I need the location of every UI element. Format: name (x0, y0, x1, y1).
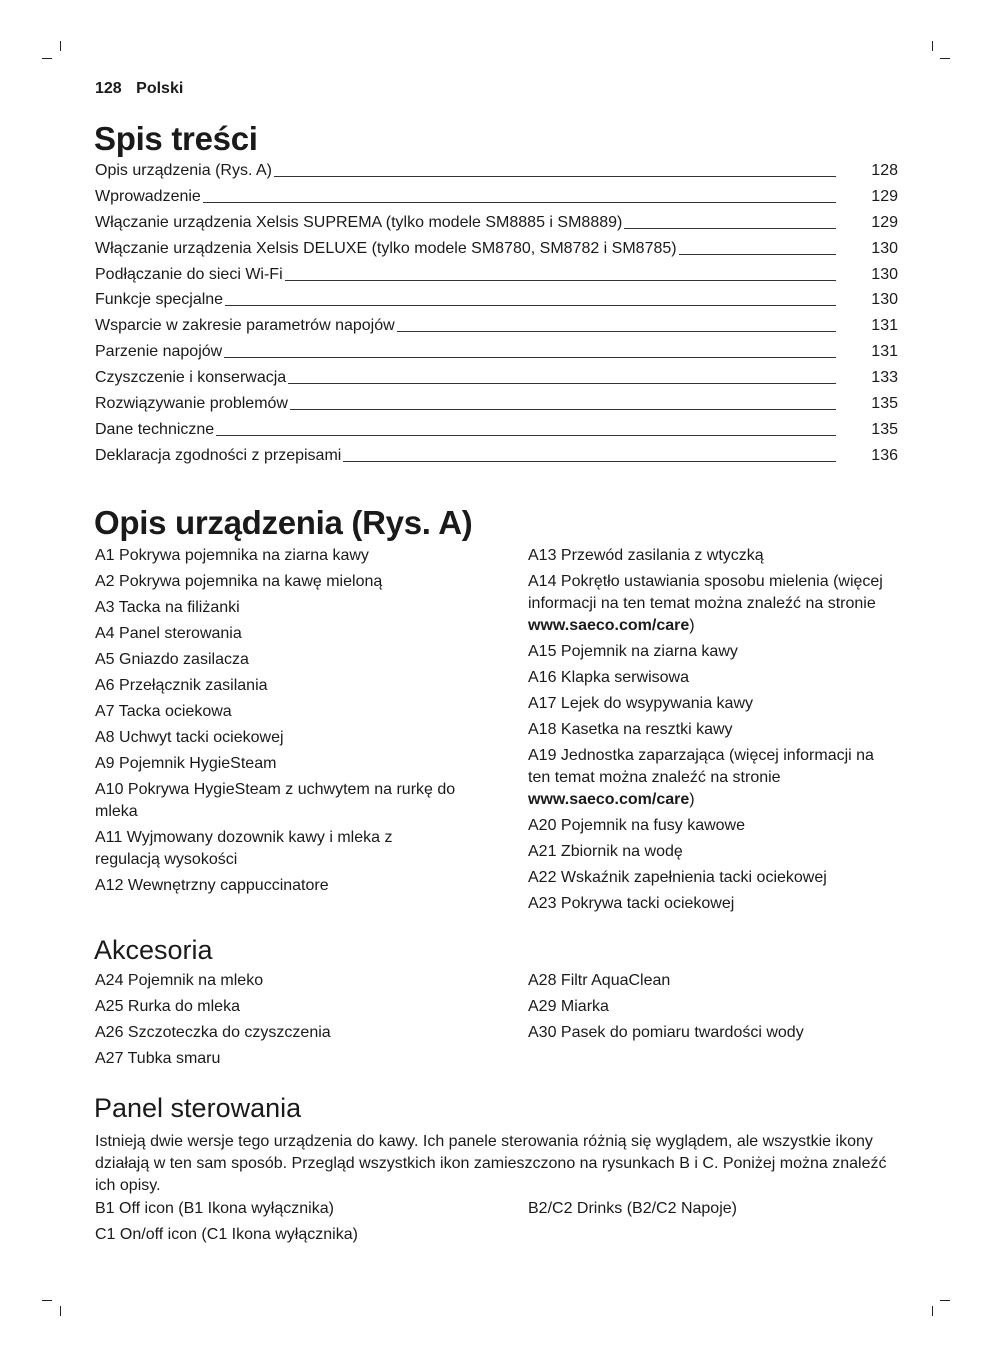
toc-entry[interactable] (95, 421, 898, 447)
toc-entry-label: Opis urządzenia (Rys. A) (95, 162, 272, 179)
device-section-title: Opis urządzenia (Rys. A) (94, 504, 473, 541)
list-item: B2/C2 Drinks (B2/C2 Napoje) (528, 1200, 737, 1217)
language-label: Polski (136, 80, 184, 97)
list-item: A25 Rurka do mleka (95, 998, 240, 1015)
list-item: A1 Pokrywa pojemnika na ziarna kawy (95, 547, 369, 564)
toc-leader (203, 188, 836, 203)
list-item: A10 Pokrywa HygieSteam z uchwytem na rurkę do mleka (95, 781, 456, 820)
list-item: A5 Gniazdo zasilacza (95, 651, 249, 668)
list-item: A27 Tubka smaru (95, 1050, 221, 1067)
toc-entry-page: 130 (871, 239, 898, 257)
toc-entry-label: Deklaracja zgodności z przepisami (95, 446, 342, 464)
toc-entry-page: 130 (871, 265, 898, 283)
toc-entry[interactable] (95, 162, 898, 188)
list-item: A13 Przewód zasilania z wtyczką (528, 547, 764, 564)
icons-right (528, 1198, 918, 1224)
toc-entry-page: 129 (871, 187, 898, 205)
toc-leader (290, 395, 836, 410)
toc-entry-page: 131 (871, 343, 898, 361)
toc-entry[interactable] (95, 395, 898, 421)
crop-mark (940, 58, 950, 59)
toc-leader (216, 421, 836, 436)
list-item: A8 Uchwyt tacki ociekowej (95, 729, 284, 746)
accessories-left (95, 970, 485, 1074)
list-item: A21 Zbiornik na wodę (528, 843, 683, 860)
list-item: A29 Miarka (528, 998, 609, 1015)
toc-entry[interactable] (95, 214, 898, 240)
list-item: A28 Filtr AquaClean (528, 972, 671, 989)
item-text: A19 Jednostka zaparzająca (więcej informacji na ten temat można znaleźć na stronie (528, 747, 874, 786)
toc-leader (343, 447, 836, 462)
list-item: A22 Wskaźnik zapełnienia tacki ociekowej (528, 869, 827, 886)
list-item: A7 Tacka ociekowa (95, 703, 232, 720)
toc-entry-page: 131 (871, 317, 898, 335)
list-item: A9 Pojemnik HygieSteam (95, 755, 277, 772)
list-item: A30 Pasek do pomiaru twardości wody (528, 1024, 804, 1041)
toc-entry-page: 128 (871, 162, 898, 179)
toc-leader (224, 343, 836, 358)
list-item: A17 Lejek do wsypywania kawy (528, 695, 754, 712)
toc-entry-label: Podłączanie do sieci Wi-Fi (95, 265, 283, 283)
toc-entry-label: Włączanie urządzenia Xelsis SUPREMA (tylko modele SM8885 i SM8889) (95, 213, 623, 231)
icons-left (95, 1198, 485, 1250)
control-panel-description: Istnieją dwie wersje tego urządzenia do kawy. Ich panele sterowania różnią się wyglądem, ale wszystkie ikony działają w ten sam sposób. Przegląd wszystkich ikon zamieszczono na rysunkach B i C. Poniżej można znaleźć ich opisy. (95, 1133, 887, 1194)
toc-entry[interactable] (95, 343, 898, 369)
toc-entry[interactable] (95, 447, 898, 473)
crop-mark (932, 41, 933, 51)
toc-entry-page: 135 (871, 420, 898, 438)
care-link[interactable]: www.saeco.com/care (528, 617, 690, 634)
toc-entry-label: Parzenie napojów (95, 343, 223, 361)
list-item: A11 Wyjmowany dozownik kawy i mleka z regulacją wysokości (95, 829, 393, 868)
toc-entry-page: 129 (871, 213, 898, 231)
list-item: C1 On/off icon (C1 Ikona wyłącznika) (95, 1226, 358, 1243)
list-item: A4 Panel sterowania (95, 625, 242, 642)
toc-entry[interactable] (95, 240, 898, 266)
toc-entry-label: Włączanie urządzenia Xelsis DELUXE (tylko modele SM8780, SM8782 i SM8785) (95, 239, 677, 257)
list-item: A26 Szczoteczka do czyszczenia (95, 1024, 331, 1041)
toc-entry-label: Rozwiązywanie problemów (95, 395, 288, 413)
list-item: A3 Tacka na filiżanki (95, 599, 240, 616)
list-item: A6 Przełącznik zasilania (95, 677, 268, 694)
accessories-title: Akcesoria (94, 935, 213, 965)
toc-entry-page: 136 (871, 446, 898, 464)
toc-entry-label: Dane techniczne (95, 420, 215, 438)
list-item: A15 Pojemnik na ziarna kawy (528, 643, 738, 660)
crop-mark (60, 41, 61, 51)
list-item: B1 Off icon (B1 Ikona wyłącznika) (95, 1200, 334, 1217)
toc-leader (397, 317, 836, 332)
list-item (528, 745, 880, 811)
control-panel-title: Panel sterowania (94, 1093, 302, 1123)
toc-entry[interactable] (95, 266, 898, 292)
toc-leader (274, 162, 836, 177)
crop-mark (42, 58, 52, 59)
toc-leader (288, 369, 836, 384)
toc-entry[interactable] (95, 188, 898, 214)
toc-entry-label: Wprowadzenie (95, 187, 201, 205)
close-paren: ) (689, 617, 695, 634)
item-text: A14 Pokrętło ustawiania sposobu mielenia (więcej informacji na ten temat można znaleźć na stronie (528, 573, 883, 612)
toc-leader (285, 266, 836, 281)
device-parts-right (528, 545, 900, 919)
toc-leader (624, 214, 836, 229)
toc-entry[interactable] (95, 291, 898, 317)
toc-entry-label: Funkcje specjalne (95, 291, 224, 309)
device-parts-left (95, 545, 485, 901)
list-item: A23 Pokrywa tacki ociekowej (528, 895, 735, 912)
list-item: A18 Kasetka na resztki kawy (528, 721, 733, 738)
list-item: A16 Klapka serwisowa (528, 669, 689, 686)
accessories-right (528, 970, 918, 1048)
list-item: A2 Pokrywa pojemnika na kawę mieloną (95, 573, 383, 590)
table-of-contents (95, 162, 898, 473)
crop-mark (42, 1300, 52, 1301)
toc-entry-page: 130 (871, 291, 898, 309)
page-header (95, 80, 183, 98)
toc-entry-label: Wsparcie w zakresie parametrów napojów (95, 317, 395, 335)
list-item: A20 Pojemnik na fusy kawowe (528, 817, 745, 834)
toc-entry-page: 135 (871, 395, 898, 413)
toc-leader (679, 240, 836, 255)
page-number: 128 (95, 80, 122, 97)
toc-entry-label: Czyszczenie i konserwacja (95, 369, 287, 387)
list-item: A12 Wewnętrzny cappuccinatore (95, 877, 329, 894)
toc-leader (225, 291, 836, 306)
toc-entry[interactable] (95, 317, 898, 343)
toc-entry-page: 133 (871, 369, 898, 387)
list-item (528, 571, 900, 637)
care-link[interactable]: www.saeco.com/care (528, 791, 690, 808)
crop-mark (932, 1306, 933, 1316)
list-item: A24 Pojemnik na mleko (95, 972, 264, 989)
toc-entry[interactable] (95, 369, 898, 395)
crop-mark (940, 1300, 950, 1301)
toc-title: Spis treści (94, 120, 258, 157)
crop-mark (60, 1306, 61, 1316)
close-paren: ) (689, 791, 695, 808)
